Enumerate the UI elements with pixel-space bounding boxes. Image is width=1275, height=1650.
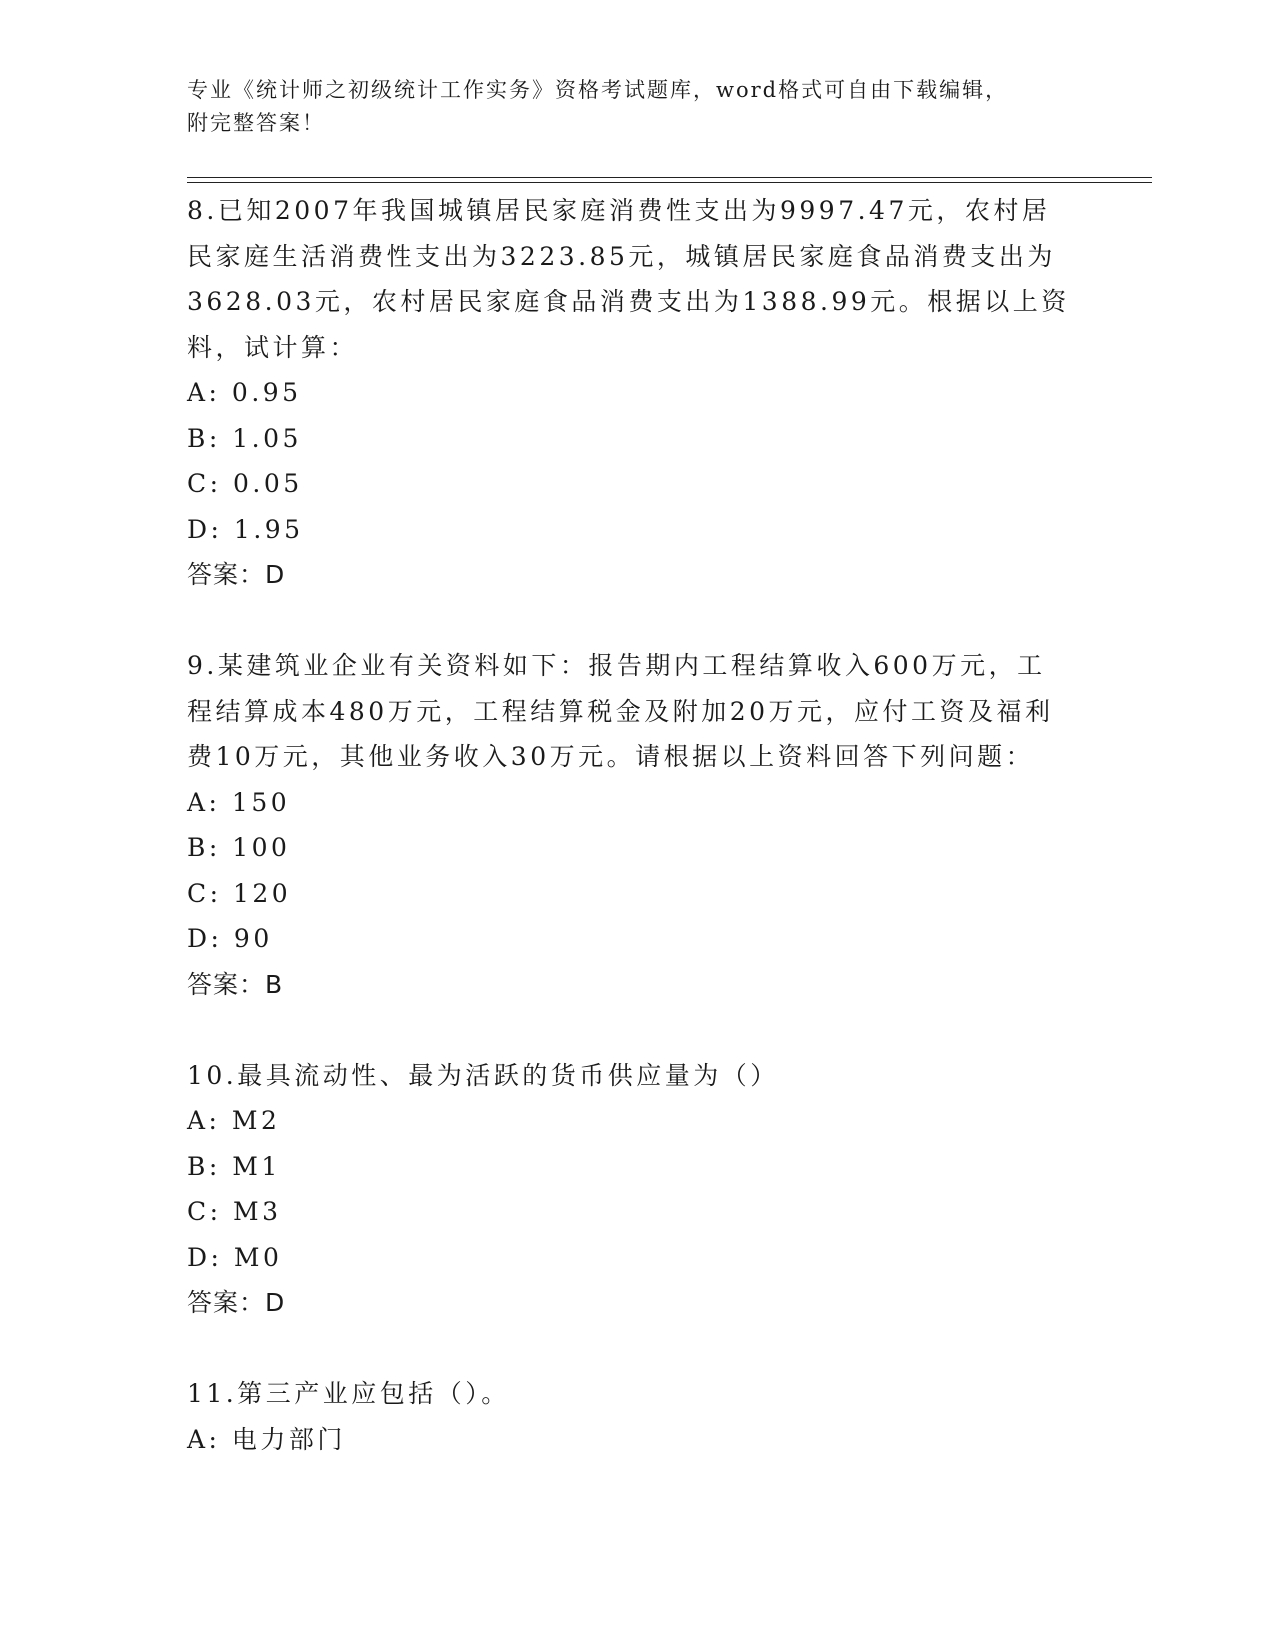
option-c: C: 0.05 [187, 469, 303, 498]
header-divider-bottom [187, 182, 1152, 183]
option-b: B: 100 [187, 833, 291, 862]
answer: 答案：D [187, 1288, 286, 1317]
answer: 答案：B [187, 969, 284, 999]
stem-line: 费10万元，其他业务收入30万元。请根据以上资料回答下列问题： [187, 742, 1035, 771]
answer: 答案：D [187, 560, 286, 589]
question-stem [187, 1053, 1087, 1099]
option-d: D: M0 [187, 1242, 283, 1272]
option-d: D: 1.95 [187, 514, 304, 544]
spacer [187, 1326, 1087, 1372]
question-stem [187, 188, 1087, 370]
question-11 [187, 1371, 1087, 1462]
option-c: C: 120 [187, 878, 292, 908]
header-divider-top [187, 177, 1152, 178]
option-a: A: 150 [187, 787, 291, 817]
question-list [187, 188, 1087, 1462]
stem-line: 9.某建筑业企业有关资料如下：报告期内工程结算收入600万元，工 [187, 651, 1046, 680]
option-b: B: M1 [187, 1151, 281, 1181]
question-10 [187, 1053, 1087, 1326]
option-a: A: 电力部门 [187, 1424, 346, 1454]
header-line-2: 附完整答案！ [187, 111, 325, 135]
stem-line: 3628.03元，农村居民家庭食品消费支出为1388.99元。根据以上资 [187, 287, 1070, 316]
question-9 [187, 643, 1087, 1007]
stem-line: 11.第三产业应包括（）。 [187, 1379, 510, 1408]
option-c: C: M3 [187, 1197, 282, 1226]
option-a: A: 0.95 [187, 378, 302, 407]
stem-line: 程结算成本480万元，工程结算税金及附加20万元，应付工资及福利 [187, 696, 1054, 726]
stem-line: 料，试计算： [187, 332, 359, 362]
spacer [187, 598, 1087, 644]
question-stem [187, 643, 1087, 780]
document-header [187, 74, 1067, 140]
stem-line: 8.已知2007年我国城镇居民家庭消费性支出为9997.47元，农村居 [187, 196, 1051, 225]
stem-line: 民家庭生活消费性支出为3223.85元，城镇居民家庭食品消费支出为 [187, 241, 1056, 271]
option-b: B: 1.05 [187, 423, 302, 453]
question-8 [187, 188, 1087, 598]
header-line-1: 专业《统计师之初级统计工作实务》资格考试题库，word格式可自由下载编辑， [187, 78, 1009, 102]
stem-line: 10.最具流动性、最为活跃的货币供应量为（） [187, 1060, 779, 1090]
spacer [187, 1007, 1087, 1053]
option-d: D: 90 [187, 924, 273, 953]
question-stem [187, 1371, 1087, 1417]
option-a: A: M2 [187, 1106, 281, 1135]
